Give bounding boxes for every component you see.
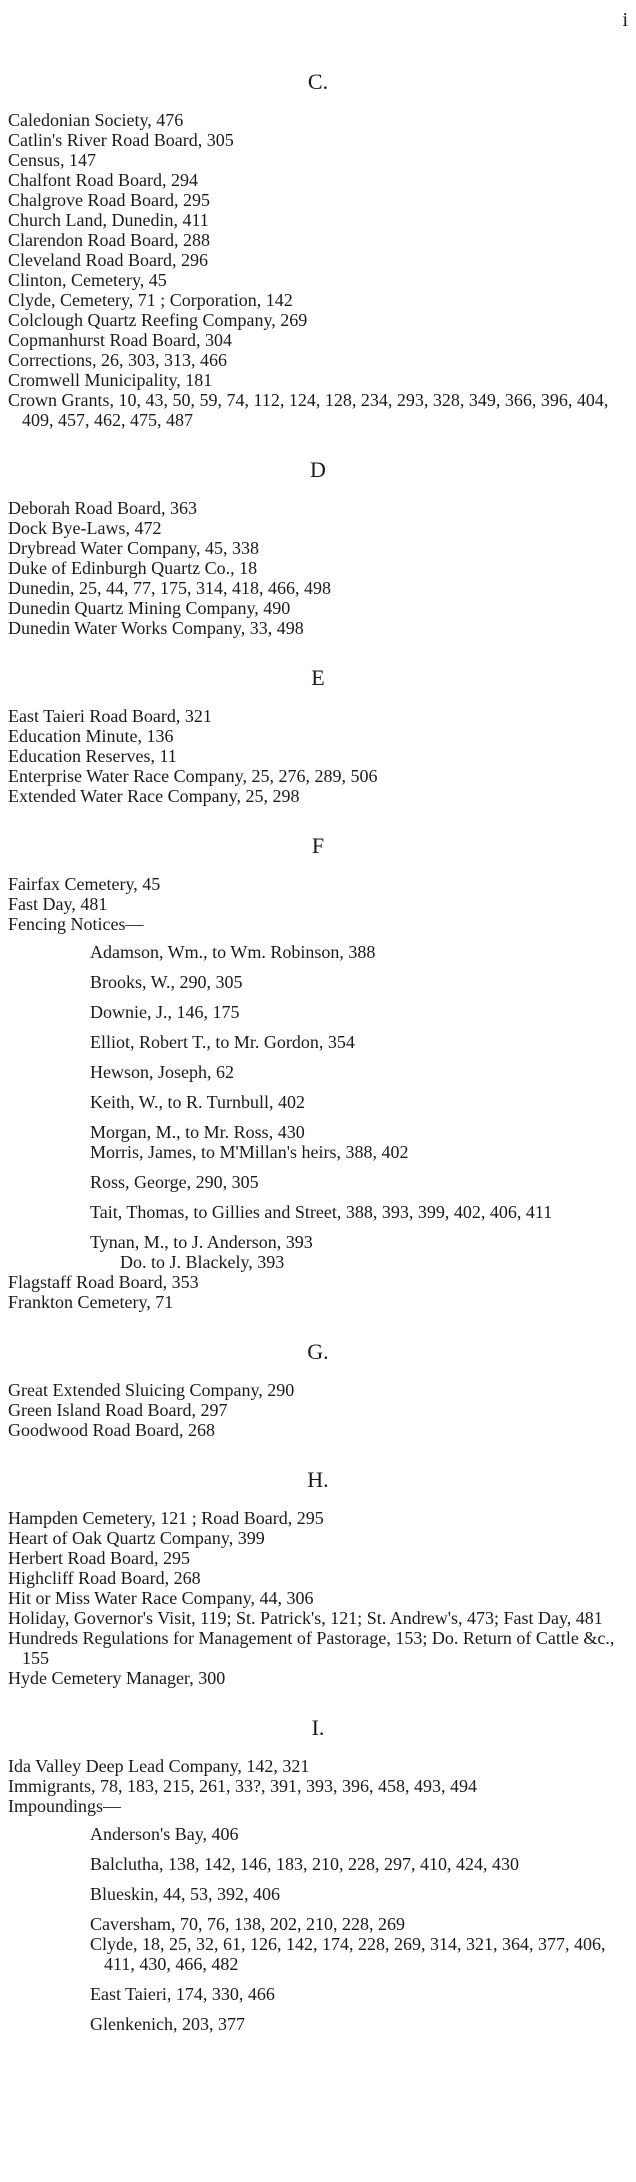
index-sub-entry: Keith, W., to R. Turnbull, 402 — [90, 1092, 306, 1112]
index-sub-entry: Tynan, M., to J. Anderson, 393 — [90, 1232, 313, 1252]
index-entry: Cromwell Municipality, 181 — [8, 370, 213, 390]
index-sub-entry: Do. to J. Blackely, 393 — [120, 1252, 285, 1272]
index-entry: Heart of Oak Quartz Company, 399 — [8, 1528, 265, 1548]
index-sub-entry: Balclutha, 138, 142, 146, 183, 210, 228, 297, 410, 424, 430 — [90, 1854, 519, 1874]
index-entry: Herbert Road Board, 295 — [8, 1548, 190, 1568]
index-entry: Copmanhurst Road Board, 304 — [8, 330, 232, 350]
index-entry: Corrections, 26, 303, 313, 466 — [8, 350, 227, 370]
index-sub-entry: East Taieri, 174, 330, 466 — [90, 1984, 275, 2004]
index-entry: Goodwood Road Board, 268 — [8, 1420, 215, 1440]
index-entry: Chalfont Road Board, 294 — [8, 170, 198, 190]
index-section-f — [8, 834, 628, 1312]
index-entry: Hit or Miss Water Race Company, 44, 306 — [8, 1588, 314, 1608]
index-entry: Extended Water Race Company, 25, 298 — [8, 786, 300, 806]
index-entry: Hyde Cemetery Manager, 300 — [8, 1668, 226, 1688]
index-entry: Clinton, Cemetery, 45 — [8, 270, 167, 290]
index-entry: Great Extended Sluicing Company, 290 — [8, 1380, 295, 1400]
index-sub-entry: Elliot, Robert T., to Mr. Gordon, 354 — [90, 1032, 355, 1052]
index-entry: East Taieri Road Board, 321 — [8, 706, 212, 726]
index-sub-entry: Anderson's Bay, 406 — [90, 1824, 239, 1844]
index-entry: Cleveland Road Board, 296 — [8, 250, 208, 270]
index-entry: Holiday, Governor's Visit, 119; St. Patrick's, 121; St. Andrew's, 473; Fast Day, 481 — [8, 1608, 603, 1628]
index-sub-entry: Caversham, 70, 76, 138, 202, 210, 228, 269 — [90, 1914, 405, 1934]
section-heading: G. — [307, 1339, 329, 1364]
index-entry: Clyde, Cemetery, 71 ; Corporation, 142 — [8, 290, 293, 310]
index-entry: Hampden Cemetery, 121 ; Road Board, 295 — [8, 1508, 324, 1528]
index-sub-entry: Morgan, M., to Mr. Ross, 430 — [90, 1122, 305, 1142]
section-heading: H. — [307, 1467, 329, 1492]
index-entry: Chalgrove Road Board, 295 — [8, 190, 210, 210]
index-entry: Catlin's River Road Board, 305 — [8, 130, 234, 150]
index-entry: Ida Valley Deep Lead Company, 142, 321 — [8, 1756, 310, 1776]
index-entry: Caledonian Society, 476 — [8, 110, 184, 130]
index-section-d — [8, 458, 628, 638]
index-entry: Crown Grants, 10, 43, 50, 59, 74, 112, 124, 128, 234, 293, 328, 349, 366, 396, 404, 409, 457, 462, 475, 487 — [8, 390, 609, 430]
section-heading: D — [310, 457, 326, 482]
index-entry: Church Land, Dunedin, 411 — [8, 210, 209, 230]
index-entry: Fencing Notices— — [8, 914, 144, 934]
index-entry: Drybread Water Company, 45, 338 — [8, 538, 259, 558]
index-section-h — [8, 1468, 628, 1688]
index-sub-entry: Morris, James, to M'Millan's heirs, 388, 402 — [90, 1142, 409, 1162]
index-entry: Dock Bye-Laws, 472 — [8, 518, 162, 538]
index-section-c — [8, 70, 628, 430]
index-entry: Deborah Road Board, 363 — [8, 498, 197, 518]
index-entry: Dunedin Quartz Mining Company, 490 — [8, 598, 291, 618]
index-sub-entry: Brooks, W., 290, 305 — [90, 972, 243, 992]
page-number-mark: i — [622, 9, 628, 31]
index-entry: Clarendon Road Board, 288 — [8, 230, 210, 250]
index-sub-entry: Downie, J., 146, 175 — [90, 1002, 240, 1022]
index-sub-entry: Tait, Thomas, to Gillies and Street, 388, 393, 399, 402, 406, 411 — [90, 1202, 553, 1222]
index-section-e — [8, 666, 628, 806]
index-sub-entry: Hewson, Joseph, 62 — [90, 1062, 234, 1082]
index-entry: Enterprise Water Race Company, 25, 276, 289, 506 — [8, 766, 378, 786]
section-heading: I. — [311, 1715, 325, 1740]
index-sub-entry: Blueskin, 44, 53, 392, 406 — [90, 1884, 281, 1904]
index-entry: Education Minute, 136 — [8, 726, 174, 746]
section-heading: E — [311, 665, 325, 690]
index-entry: Dunedin Water Works Company, 33, 498 — [8, 618, 304, 638]
section-heading: F — [311, 833, 325, 858]
section-heading: C. — [307, 69, 329, 94]
index-entry: Impoundings— — [8, 1796, 122, 1816]
index-entry: Frankton Cemetery, 71 — [8, 1292, 174, 1312]
index-entry: Highcliff Road Board, 268 — [8, 1568, 201, 1588]
index-entry: Dunedin, 25, 44, 77, 175, 314, 418, 466, 498 — [8, 578, 331, 598]
index-entry: Colclough Quartz Reefing Company, 269 — [8, 310, 308, 330]
index-entry: Education Reserves, 11 — [8, 746, 177, 766]
index-entry: Census, 147 — [8, 150, 97, 170]
index-sub-entry: Adamson, Wm., to Wm. Robinson, 388 — [90, 942, 376, 962]
index-section-g — [8, 1340, 628, 1440]
index-sections — [8, 70, 628, 2062]
index-sub-entry: Glenkenich, 203, 377 — [90, 2014, 245, 2034]
index-sub-entry: Clyde, 18, 25, 32, 61, 126, 142, 174, 228, 269, 314, 321, 364, 377, 406, 411, 430, 466, 482 — [90, 1934, 606, 1974]
index-entry: Immigrants, 78, 183, 215, 261, 33?, 391, 393, 396, 458, 493, 494 — [8, 1776, 477, 1796]
index-entry: Flagstaff Road Board, 353 — [8, 1272, 199, 1292]
index-entry: Hundreds Regulations for Management of Pastorage, 153; Do. Return of Cattle &c., 155 — [8, 1628, 615, 1668]
index-entry: Fast Day, 481 — [8, 894, 108, 914]
index-entry: Fairfax Cemetery, 45 — [8, 874, 161, 894]
index-entry: Green Island Road Board, 297 — [8, 1400, 228, 1420]
index-entry: Duke of Edinburgh Quartz Co., 18 — [8, 558, 258, 578]
index-section-i — [8, 1716, 628, 2034]
index-sub-entry: Ross, George, 290, 305 — [90, 1172, 259, 1192]
